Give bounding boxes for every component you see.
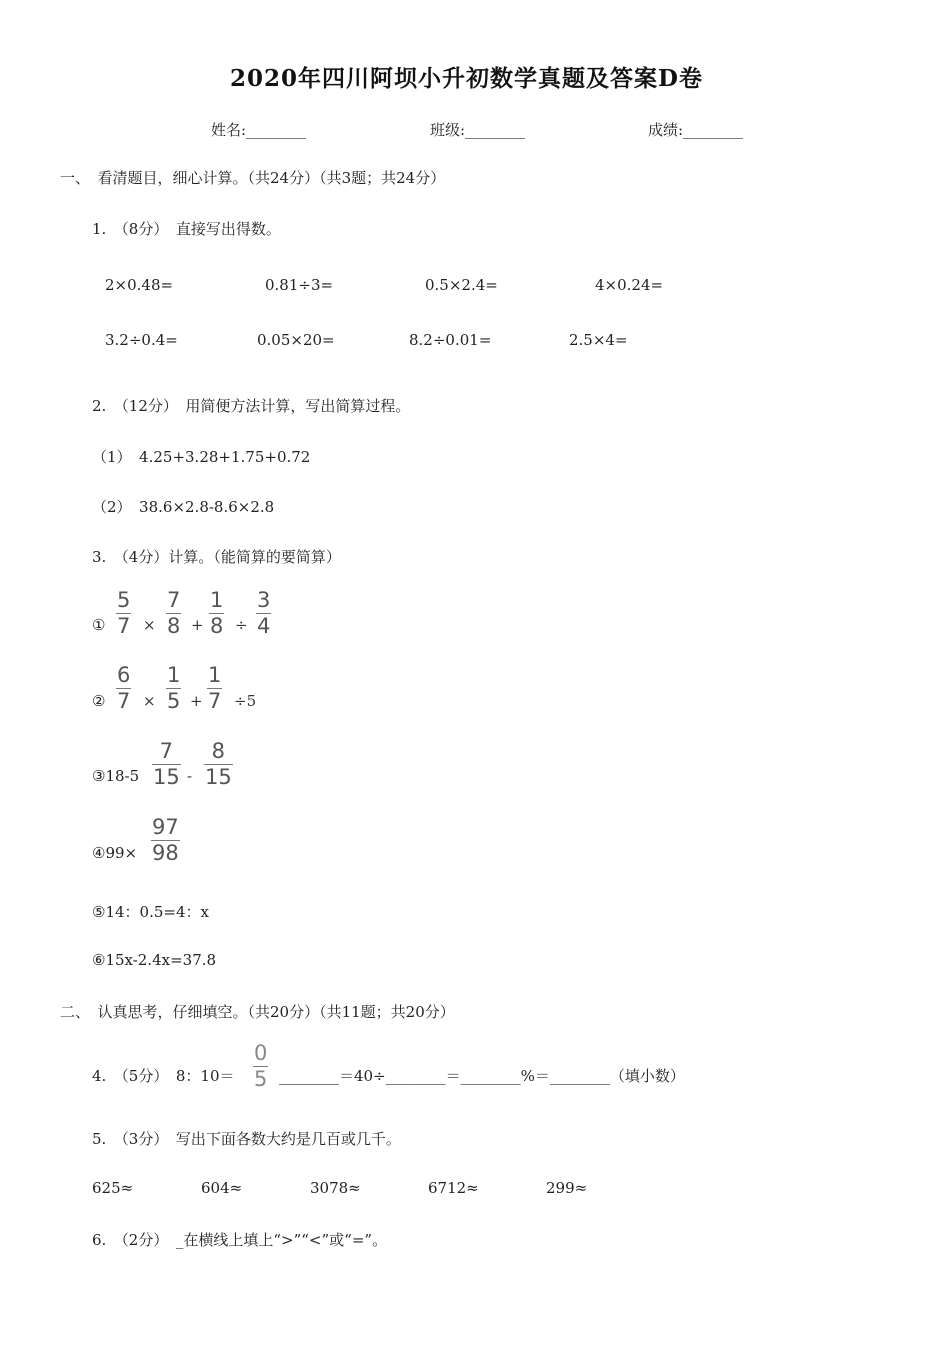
fraction: 1 7 — [208, 663, 222, 713]
fraction: 1 8 — [210, 588, 224, 638]
section-1-heading: 一、 看清题目，细心计算。（共24分）（共3题；共24分） — [60, 169, 446, 187]
q1-stem: 1. （8分） 直接写出得数。 — [92, 220, 281, 238]
name-field: 姓名:________ — [211, 121, 307, 139]
q3-item-6: ⑥15x-2.4x=37.8 — [92, 951, 217, 969]
operator: × — [143, 692, 156, 710]
q5-stem: 5. （3分） 写出下面各数大约是几百或几千。 — [92, 1130, 401, 1148]
fraction: 5 7 — [117, 588, 131, 638]
q1-item: 2×0.48= — [105, 276, 174, 294]
q5-item: 604≈ — [201, 1179, 243, 1197]
q1-item: 3.2÷0.4= — [105, 331, 178, 349]
q1-item: 0.5×2.4= — [425, 276, 498, 294]
q2-stem: 2. （12分） 用简便方法计算，写出简算过程。 — [92, 397, 411, 415]
q6-stem: 6. （2分） _在横线上填上“>”“<”或“=”。 — [92, 1231, 388, 1249]
q5-item: 6712≈ — [428, 1179, 479, 1197]
fraction: 3 4 — [257, 588, 271, 638]
operator: - — [187, 767, 193, 785]
fraction: 6 7 — [117, 663, 131, 713]
q3-item-5: ⑤14：0.5=4：x — [92, 903, 209, 921]
operator: × — [143, 616, 156, 634]
q1-item: 2.5×4= — [569, 331, 628, 349]
fraction: 0 5 — [254, 1041, 268, 1091]
fraction: 1 5 — [167, 663, 181, 713]
section-2-heading: 二、 认真思考，仔细填空。（共20分）（共11题；共20分） — [60, 1003, 455, 1021]
q2-part-2: （2） 38.6×2.8-8.6×2.8 — [92, 498, 275, 516]
q2-part-1: （1） 4.25+3.28+1.75+0.72 — [92, 448, 311, 466]
q1-item: 8.2÷0.01= — [409, 331, 492, 349]
fraction: 7 8 — [167, 588, 181, 638]
q3-stem: 3. （4分）计算。（能简算的要简算） — [92, 548, 341, 566]
q4-tail: ________＝40÷________＝________%＝________（填小数） — [279, 1067, 685, 1085]
class-field: 班级:________ — [430, 121, 526, 139]
q1-item: 4×0.24= — [595, 276, 664, 294]
operator: + — [191, 616, 204, 634]
score-field: 成绩:________ — [648, 121, 744, 139]
q3-item-3-lead: ③18-5 — [92, 767, 140, 785]
q3-item-1-mark: ① — [92, 616, 106, 634]
q1-item: 0.05×20= — [257, 331, 335, 349]
q5-item: 625≈ — [92, 1179, 134, 1197]
q4-lead: 4. （5分） 8：10＝ — [92, 1067, 235, 1085]
operator: + — [190, 692, 203, 710]
q5-item: 299≈ — [546, 1179, 588, 1197]
q5-item: 3078≈ — [310, 1179, 361, 1197]
fraction: 7 15 — [153, 739, 180, 789]
fraction: 8 15 — [205, 739, 232, 789]
operator: ÷ — [235, 616, 248, 634]
q1-item: 0.81÷3= — [265, 276, 334, 294]
fraction: 97 98 — [152, 815, 179, 865]
page-title: 2020年四川阿坝小升初数学真题及答案D卷 — [230, 65, 703, 92]
q3-item-2-mark: ② — [92, 692, 106, 710]
q3-item-2-tail: ÷5 — [234, 692, 257, 710]
q3-item-4-lead: ④99× — [92, 844, 138, 862]
